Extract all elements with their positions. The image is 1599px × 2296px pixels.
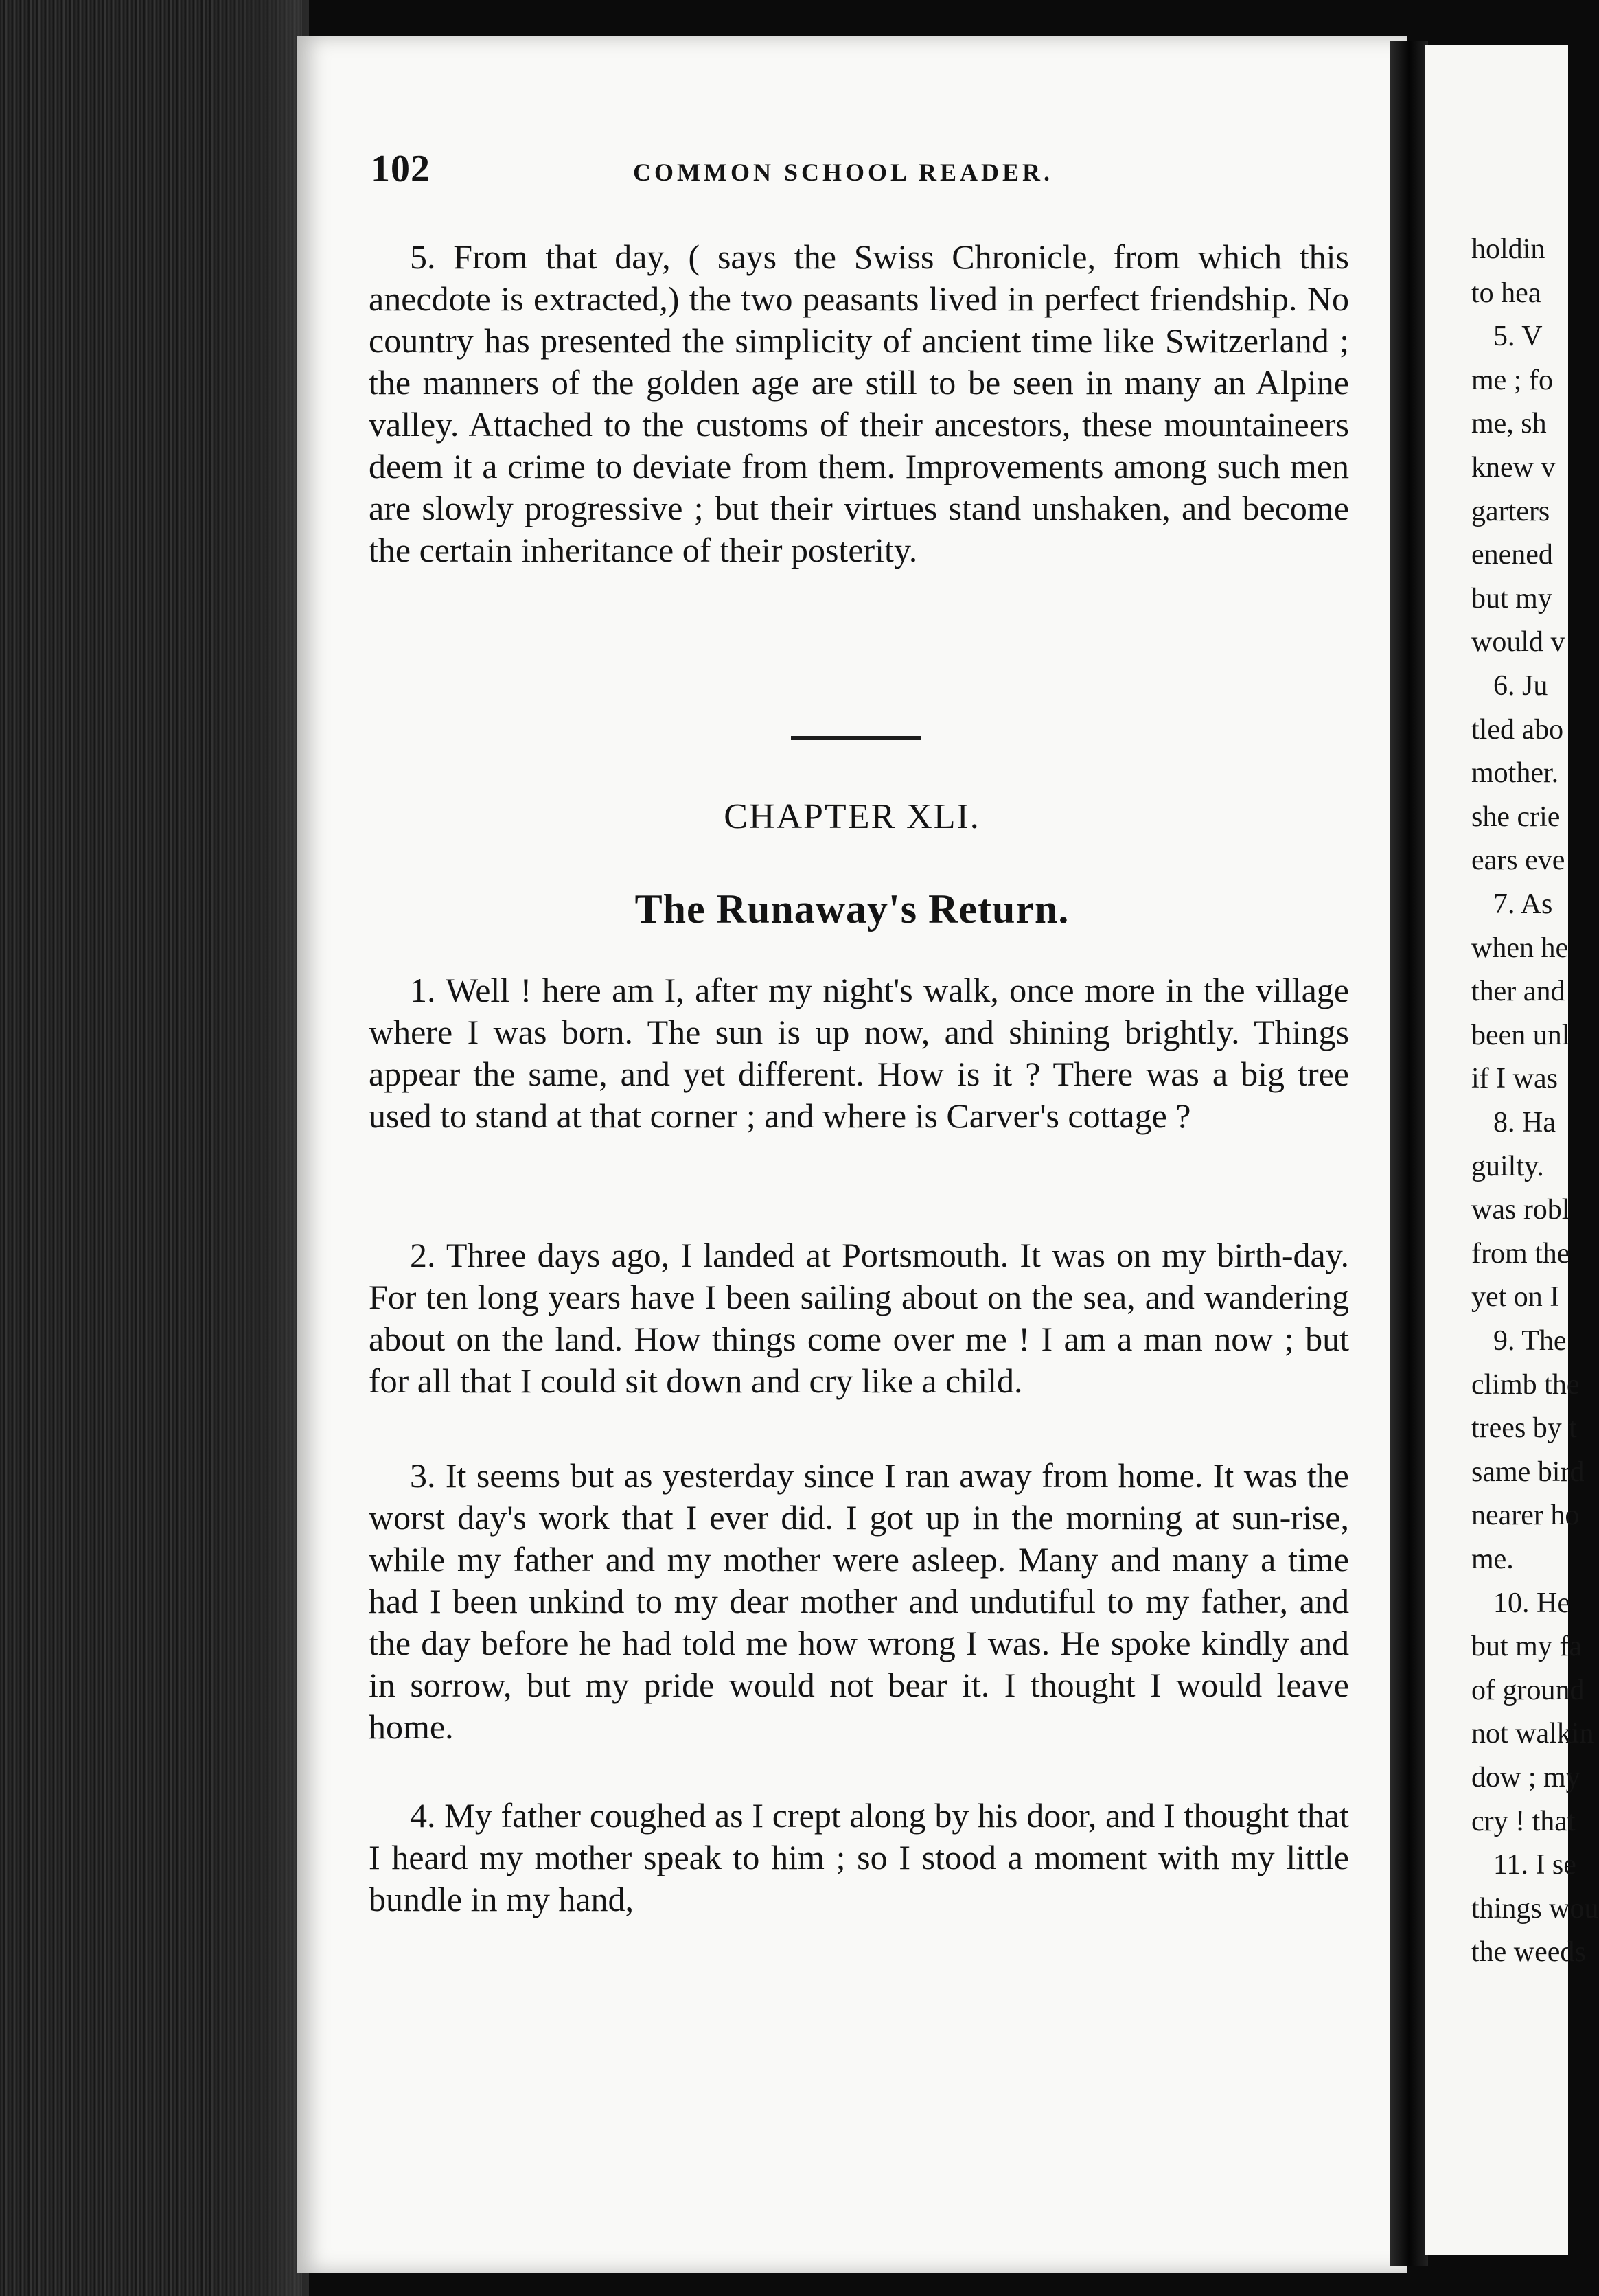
right-page-line: not walkin (1471, 1718, 1594, 1750)
page-gap (1390, 41, 1428, 2266)
right-page-line: climb the (1471, 1368, 1580, 1401)
right-page-line: enened (1471, 539, 1553, 571)
left-page (297, 36, 1407, 2273)
right-page-line: garters (1471, 495, 1550, 527)
right-page-line: same bird (1471, 1456, 1585, 1488)
right-page-line: was robl (1471, 1194, 1570, 1226)
right-page-fragment (1425, 45, 1599, 2255)
right-page-line: knew v (1471, 452, 1556, 483)
right-page-line: ears eve (1471, 845, 1565, 877)
chapter-paragraph-4: 4. My father coughed as I crept along by his door, and I thought that I heard my mother speak to him ; so I stood a moment with my little bundle in my hand, (369, 1796, 1349, 1918)
right-page-line: but my (1471, 582, 1552, 615)
right-page-line: holdin (1471, 233, 1545, 265)
paragraph-5: 5. From that day, ( says the Swiss Chronicle, from which this anecdote is extracted,) the two peasants lived in perfect friendship. No country has presented the simplicity of ancient time like Switzerland ; the manners of the golden age are still to be seen in many an Alpine valley. Attached to the customs of their ancestors, these mountaineers deem it a crime to deviate from them. Improvements among such men are slowly progressive ; but their virtues stand unshaken, and become the certain inheritance of their posterity. (369, 238, 1349, 569)
right-page-line: ther and (1471, 976, 1565, 1008)
right-page-line: me, sh (1471, 408, 1547, 440)
right-page-line: but my fa (1471, 1631, 1582, 1663)
right-page-line: would v (1471, 626, 1565, 658)
right-page-line: when he (1471, 932, 1569, 964)
page-number: 102 (371, 148, 430, 190)
running-head-title: COMMON SCHOOL READER. (633, 159, 1054, 186)
chapter-number: CHAPTER XLI. (724, 797, 980, 836)
right-page-line: she crie (1471, 801, 1561, 833)
right-page-line: from the (1471, 1237, 1570, 1270)
right-page-line: nearer ho (1471, 1500, 1580, 1532)
right-page-line: 6. Ju (1493, 670, 1548, 702)
gutter-shadow (206, 0, 309, 2296)
right-page-line: yet on I (1471, 1281, 1560, 1313)
section-divider (791, 736, 921, 740)
right-page-line: 10. He (1493, 1587, 1570, 1619)
right-page-line: tled abo (1471, 713, 1564, 746)
right-page-line: guilty. (1471, 1150, 1544, 1182)
chapter-paragraph-3: 3. It seems but as yesterday since I ran away from home. It was the worst day's work that I ever did. I got up in the morning at sun-rise, while my father and my mother were asleep. Many and many a time had I been unkind to my dear mother and undutiful to my father, and the day before he had told me how wrong I was. He spoke kindly and in sorrow, but my pride would not bear it. I thought I would leave home. (369, 1456, 1349, 1746)
right-page-line: trees by t (1471, 1412, 1577, 1445)
right-page-line: to hea (1471, 277, 1541, 309)
chapter-paragraph-2: 2. Three days ago, I landed at Portsmouth. It was on my birth-day. For ten long years have I been sailing about on the sea, and wandering about on the land. How things come over me ! I am a man now ; but for all that I could sit down and cry like a child. (369, 1236, 1349, 1400)
right-page-line: if I was (1471, 1063, 1558, 1095)
right-page-line: 5. V (1493, 321, 1543, 353)
right-page-line: dow ; my (1471, 1762, 1580, 1793)
chapter-title: The Runaway's Return. (634, 886, 1070, 932)
chapter-paragraph-1: 1. Well ! here am I, after my night's walk, once more in the village where I was born. The sun is up now, and shining brightly. Things appear the same, and yet different. How is it ? There was a big tree used to stand at that corner ; and where is Carver's cottage ? (369, 971, 1349, 1135)
right-page-line: 11. I se (1493, 1849, 1576, 1881)
right-page-line: 9. The (1493, 1325, 1567, 1357)
right-page-line: 7. As (1493, 888, 1553, 920)
right-page-line: 8. Ha (1493, 1107, 1556, 1138)
right-page-line: of ground (1471, 1674, 1585, 1706)
right-page-line: been unl (1471, 1019, 1570, 1051)
right-page-line: things wou (1471, 1892, 1599, 1925)
right-page-line: me ; fo (1471, 364, 1553, 396)
running-head (297, 147, 1407, 195)
right-page-line: cry ! that (1471, 1805, 1576, 1837)
right-page-line: the weeds (1471, 1936, 1586, 1968)
right-page-line: me. (1471, 1543, 1514, 1575)
right-page-line: mother. (1471, 757, 1559, 790)
